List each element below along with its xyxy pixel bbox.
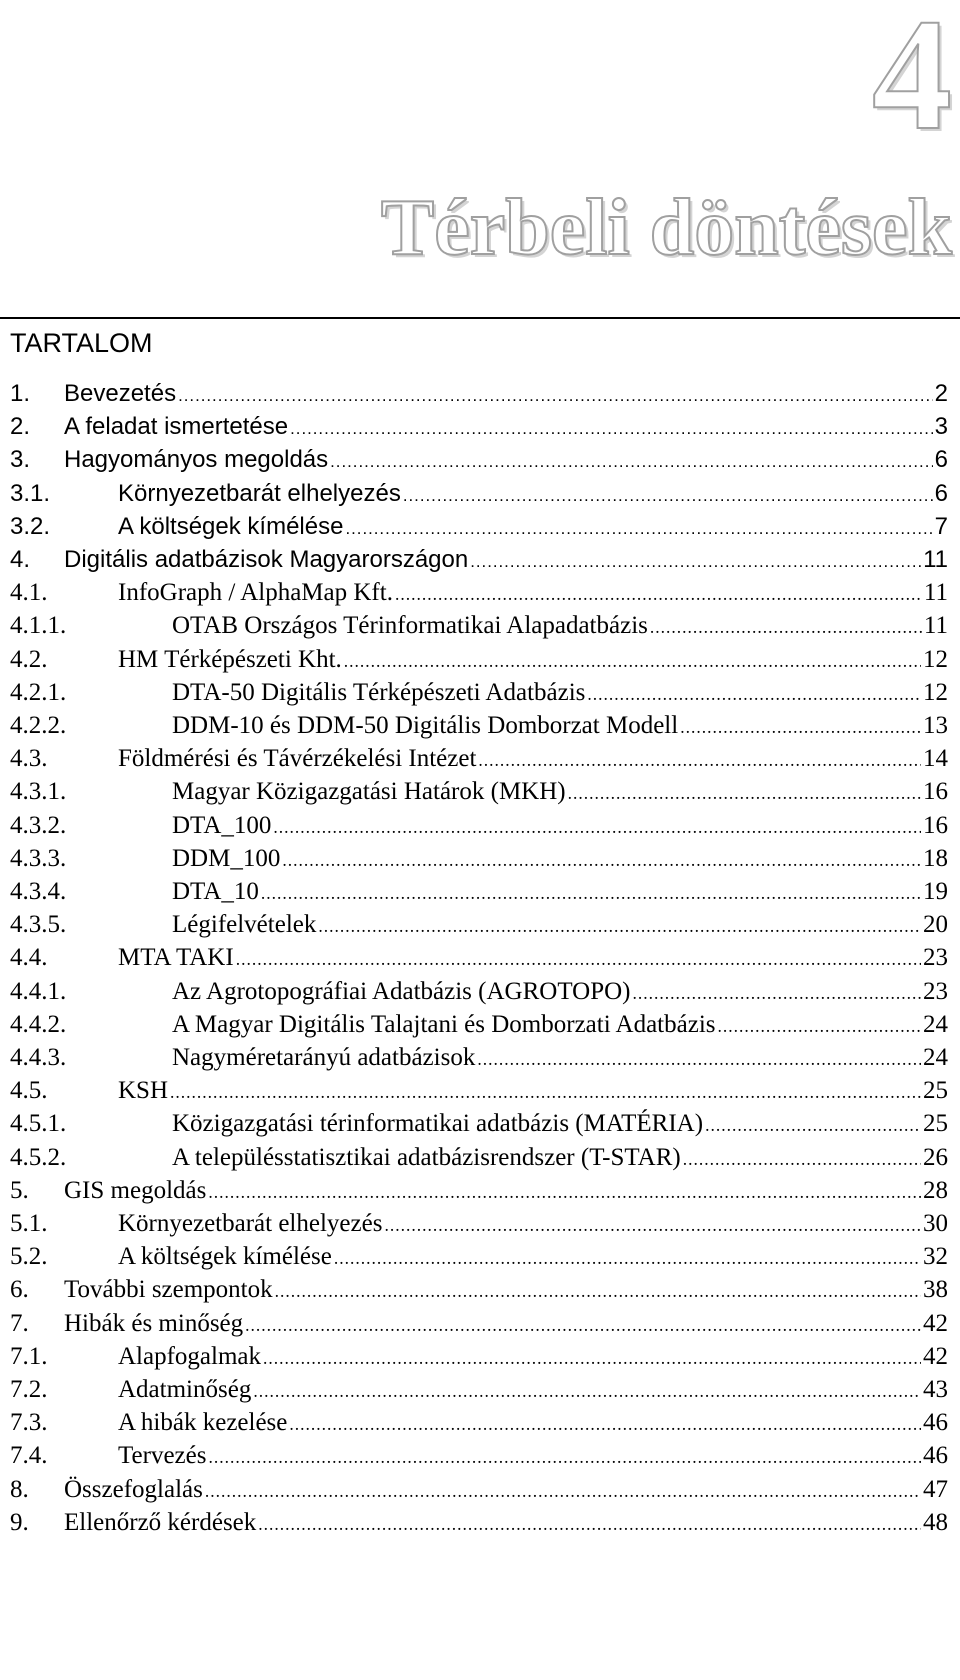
toc-entry[interactable] [10, 477, 948, 510]
toc-entry-number: 4.3.2. [10, 811, 67, 839]
toc-entry[interactable] [10, 1406, 948, 1439]
toc-entry-page: 11 [923, 546, 948, 573]
toc-entry-title: Digitális adatbázisok Magyarországon [64, 546, 469, 573]
toc-entry-number: 7.1. [10, 1342, 48, 1370]
toc-entry-title: Hibák és minőség [64, 1309, 244, 1337]
toc-entry[interactable] [10, 908, 948, 941]
toc-entry-title: Összefoglalás [64, 1475, 203, 1503]
toc-entry-number: 4.3.5. [10, 911, 67, 939]
toc-entry-title: A feladat ismertetése [64, 413, 289, 441]
toc-entry[interactable] [10, 809, 948, 842]
toc-entry-title: GIS megoldás [64, 1176, 207, 1204]
toc-entry[interactable] [10, 842, 948, 875]
toc-entry-title: Légifelvételek [172, 911, 317, 939]
toc-entry[interactable] [10, 775, 948, 808]
toc-entry[interactable] [10, 1273, 948, 1306]
toc-entry[interactable] [10, 377, 948, 410]
toc-entry-number: 7.2. [10, 1376, 48, 1403]
toc-entry-number: 4.5.1. [10, 1110, 67, 1138]
toc-heading: TARTALOM [10, 328, 153, 358]
toc-entry-number: 7. [10, 1309, 29, 1337]
toc-dot-leader [253, 1373, 921, 1408]
toc-entry-number: 4.3. [10, 745, 48, 773]
toc-entry-number: 3. [10, 446, 31, 474]
toc-entry-number: 4. [10, 546, 31, 573]
toc-entry-title: OTAB Országos Térinformatikai Alapadatbázis [172, 612, 648, 640]
toc-dot-leader [705, 1107, 921, 1142]
toc-entry-page: 47 [923, 1475, 948, 1503]
toc-dot-leader [403, 477, 933, 512]
toc-dot-leader [632, 975, 921, 1010]
toc-entry-number: 4.2.1. [10, 678, 67, 706]
toc-entry[interactable] [10, 1008, 948, 1041]
toc-entry-title: Földmérési és Távérzékelési Intézet [118, 745, 477, 773]
toc-entry-page: 12 [923, 645, 948, 673]
toc-entry-number: 4.1.1. [10, 612, 67, 640]
toc-entry[interactable] [10, 410, 948, 443]
toc-dot-leader [395, 576, 922, 611]
toc-entry-page: 12 [923, 678, 948, 706]
toc-entry-number: 1. [10, 380, 31, 407]
toc-entry-title: Az Agrotopográfiai Adatbázis (AGROTOPO) [172, 977, 631, 1005]
toc-entry[interactable] [10, 1307, 948, 1340]
toc-entry-page: 28 [923, 1176, 948, 1204]
toc-dot-leader [273, 809, 921, 844]
toc-entry-number: 5.1. [10, 1210, 48, 1237]
toc-entry[interactable] [10, 643, 948, 676]
toc-entry-title: HM Térképészeti Kht. [118, 645, 342, 673]
toc-entry-title: Tervezés [118, 1442, 207, 1470]
toc-dot-leader [236, 941, 921, 976]
toc-entry[interactable] [10, 510, 948, 543]
toc-entry-page: 25 [923, 1110, 948, 1138]
toc-dot-leader [568, 775, 921, 810]
toc-entry-number: 6. [10, 1276, 29, 1304]
toc-entry-title: DTA-50 Digitális Térképészeti Adatbázis [172, 678, 586, 706]
toc-entry-page: 32 [923, 1243, 948, 1271]
toc-entry-page: 2 [934, 380, 948, 407]
toc-entry-page: 23 [923, 977, 948, 1005]
toc-entry-title: Közigazgatási térinformatikai adatbázis (MATÉRIA) [172, 1110, 704, 1138]
toc-entry[interactable] [10, 941, 948, 974]
toc-entry-page: 16 [923, 811, 948, 839]
toc-entry[interactable] [10, 1373, 948, 1406]
toc-dot-leader [384, 1207, 921, 1242]
toc-dot-leader [282, 842, 921, 877]
toc-entry-title: MTA TAKI [118, 944, 234, 972]
toc-entry-page: 18 [923, 844, 948, 872]
toc-entry-page: 6 [934, 446, 948, 474]
toc-entry-number: 5.2. [10, 1243, 48, 1271]
toc-entry-number: 3.1. [10, 479, 51, 507]
toc-entry-number: 4.3.1. [10, 778, 67, 806]
toc-entry[interactable] [10, 443, 948, 476]
toc-entry-title: Hagyományos megoldás [64, 446, 329, 474]
toc-entry-page: 7 [934, 512, 948, 540]
toc-entry-title: InfoGraph / AlphaMap Kft. [118, 579, 393, 607]
toc-entry-title: Bevezetés [64, 380, 177, 407]
toc-entry[interactable] [10, 1473, 948, 1506]
header-divider [0, 317, 960, 319]
toc-dot-leader [290, 410, 933, 445]
toc-entry-number: 2. [10, 413, 31, 441]
toc-dot-leader [205, 1473, 921, 1508]
toc-entry-number: 4.4.3. [10, 1044, 67, 1071]
toc-dot-leader [650, 609, 922, 644]
toc-entry-title: Nagyméretarányú adatbázisok [172, 1044, 476, 1071]
toc-entry-title: A költségek kímélése [118, 1243, 332, 1271]
toc-entry[interactable] [10, 1439, 948, 1472]
toc-entry-page: 48 [923, 1508, 948, 1536]
toc-entry-title: DDM-10 és DDM-50 Digitális Domborzat Modell [172, 712, 679, 739]
toc-entry[interactable] [10, 1207, 948, 1240]
toc-entry-title: A költségek kímélése [118, 512, 344, 540]
toc-entry-title: A településstatisztikai adatbázisrendszer (T-STAR) [172, 1143, 681, 1171]
toc-entry-title: A hibák kezelése [118, 1409, 288, 1437]
toc-entry-page: 42 [923, 1309, 948, 1337]
toc-entry-number: 7.3. [10, 1409, 48, 1437]
toc-entry-number: 3.2. [10, 512, 51, 540]
toc-entry-page: 20 [923, 911, 948, 939]
toc-entry-page: 16 [923, 778, 948, 806]
toc-entry-title: Alapfogalmak [118, 1342, 262, 1370]
toc-entry[interactable] [10, 709, 948, 742]
toc-entry-page: 11 [923, 579, 948, 607]
toc-entry[interactable] [10, 1174, 948, 1207]
toc-entry-page: 38 [923, 1276, 948, 1304]
toc-entry-page: 46 [923, 1442, 948, 1470]
toc-entry-number: 5. [10, 1176, 29, 1204]
toc-dot-leader [170, 1074, 921, 1109]
toc-entry-page: 24 [923, 1010, 948, 1038]
toc-entry[interactable] [10, 1340, 948, 1373]
toc-entry-number: 4.5.2. [10, 1143, 67, 1171]
toc-dot-leader [330, 443, 933, 478]
toc-entry-page: 3 [934, 413, 948, 441]
toc-dot-leader [318, 908, 921, 943]
toc-entry-page: 6 [934, 479, 948, 507]
toc-dot-leader [470, 543, 921, 578]
toc-entry-page: 24 [923, 1044, 948, 1071]
toc-dot-leader [683, 1141, 921, 1176]
toc-entry[interactable] [10, 1041, 948, 1074]
toc-entry[interactable] [10, 1107, 948, 1140]
toc-entry-title: A Magyar Digitális Talajtani és Domborzati Adatbázis [172, 1010, 716, 1038]
toc-entry[interactable] [10, 609, 948, 642]
toc-dot-leader [718, 1008, 922, 1043]
toc-entry-page: 19 [923, 878, 948, 905]
toc-entry-page: 11 [923, 612, 948, 640]
toc-entry-number: 4.3.3. [10, 844, 67, 872]
toc-dot-leader [344, 643, 921, 678]
toc-entry[interactable] [10, 975, 948, 1008]
toc-entry[interactable] [10, 1240, 948, 1273]
toc-entry-number: 9. [10, 1508, 29, 1536]
toc-entry-title: DTA_10 [172, 878, 259, 905]
toc-dot-leader [258, 1506, 921, 1541]
toc-entry[interactable] [10, 1141, 948, 1174]
toc-entry-page: 42 [923, 1342, 948, 1370]
chapter-title: Térbeli döntések [380, 184, 952, 272]
toc-entry-title: DTA_100 [172, 811, 272, 839]
toc-entry-number: 4.2. [10, 645, 48, 673]
toc-entry[interactable] [10, 1506, 948, 1539]
toc-dot-leader [289, 1406, 921, 1441]
toc-entry-page: 13 [923, 712, 948, 739]
toc-entry-title: Magyar Közigazgatási Határok (MKH) [172, 778, 566, 806]
toc-entry[interactable] [10, 875, 948, 908]
toc-dot-leader [263, 1340, 921, 1375]
toc-entry[interactable] [10, 1074, 948, 1107]
toc-dot-leader [478, 742, 921, 777]
toc-entry-title: Környezetbarát elhelyezés [118, 479, 401, 507]
toc-entry-number: 4.4. [10, 944, 48, 972]
chapter-number: 4 [872, 0, 952, 163]
toc-dot-leader [261, 875, 921, 910]
toc-dot-leader [680, 709, 921, 744]
toc-entry-number: 4.4.2. [10, 1010, 67, 1038]
toc-entry-title: További szempontok [64, 1276, 273, 1304]
toc-entry-number: 4.3.4. [10, 878, 67, 905]
toc-entry-title: Környezetbarát elhelyezés [118, 1210, 383, 1237]
toc-dot-leader [587, 676, 921, 711]
toc-entry-title: KSH [118, 1077, 169, 1105]
toc-entry[interactable] [10, 676, 948, 709]
toc-entry-number: 4.5. [10, 1077, 48, 1105]
toc-entry-number: 4.4.1. [10, 977, 67, 1005]
toc-entry-title: Ellenőrző kérdések [64, 1508, 257, 1536]
toc-entry-page: 14 [923, 745, 948, 773]
toc-entry-number: 4.2.2. [10, 712, 67, 739]
toc-dot-leader [334, 1240, 921, 1275]
toc-entry-page: 30 [923, 1210, 948, 1237]
toc-dot-leader [345, 510, 932, 545]
toc-dot-leader [208, 1174, 921, 1209]
toc-entry-title: DDM_100 [172, 844, 281, 872]
toc-entry-number: 8. [10, 1475, 29, 1503]
toc-entry-title: Adatminőség [118, 1376, 252, 1403]
toc-dot-leader [245, 1307, 921, 1342]
toc-dot-leader [178, 377, 933, 412]
toc-entry-number: 4.1. [10, 579, 48, 607]
toc-entry[interactable] [10, 576, 948, 609]
toc-entry-page: 23 [923, 944, 948, 972]
toc-dot-leader [275, 1273, 921, 1308]
toc-entry[interactable] [10, 543, 948, 576]
toc-entry-page: 46 [923, 1409, 948, 1437]
toc-entry-page: 25 [923, 1077, 948, 1105]
toc-entry-page: 43 [923, 1376, 948, 1403]
toc-dot-leader [208, 1439, 921, 1474]
toc-entry-number: 7.4. [10, 1442, 48, 1470]
toc-entry[interactable] [10, 742, 948, 775]
toc-entry-page: 26 [923, 1143, 948, 1171]
toc-dot-leader [477, 1041, 921, 1076]
